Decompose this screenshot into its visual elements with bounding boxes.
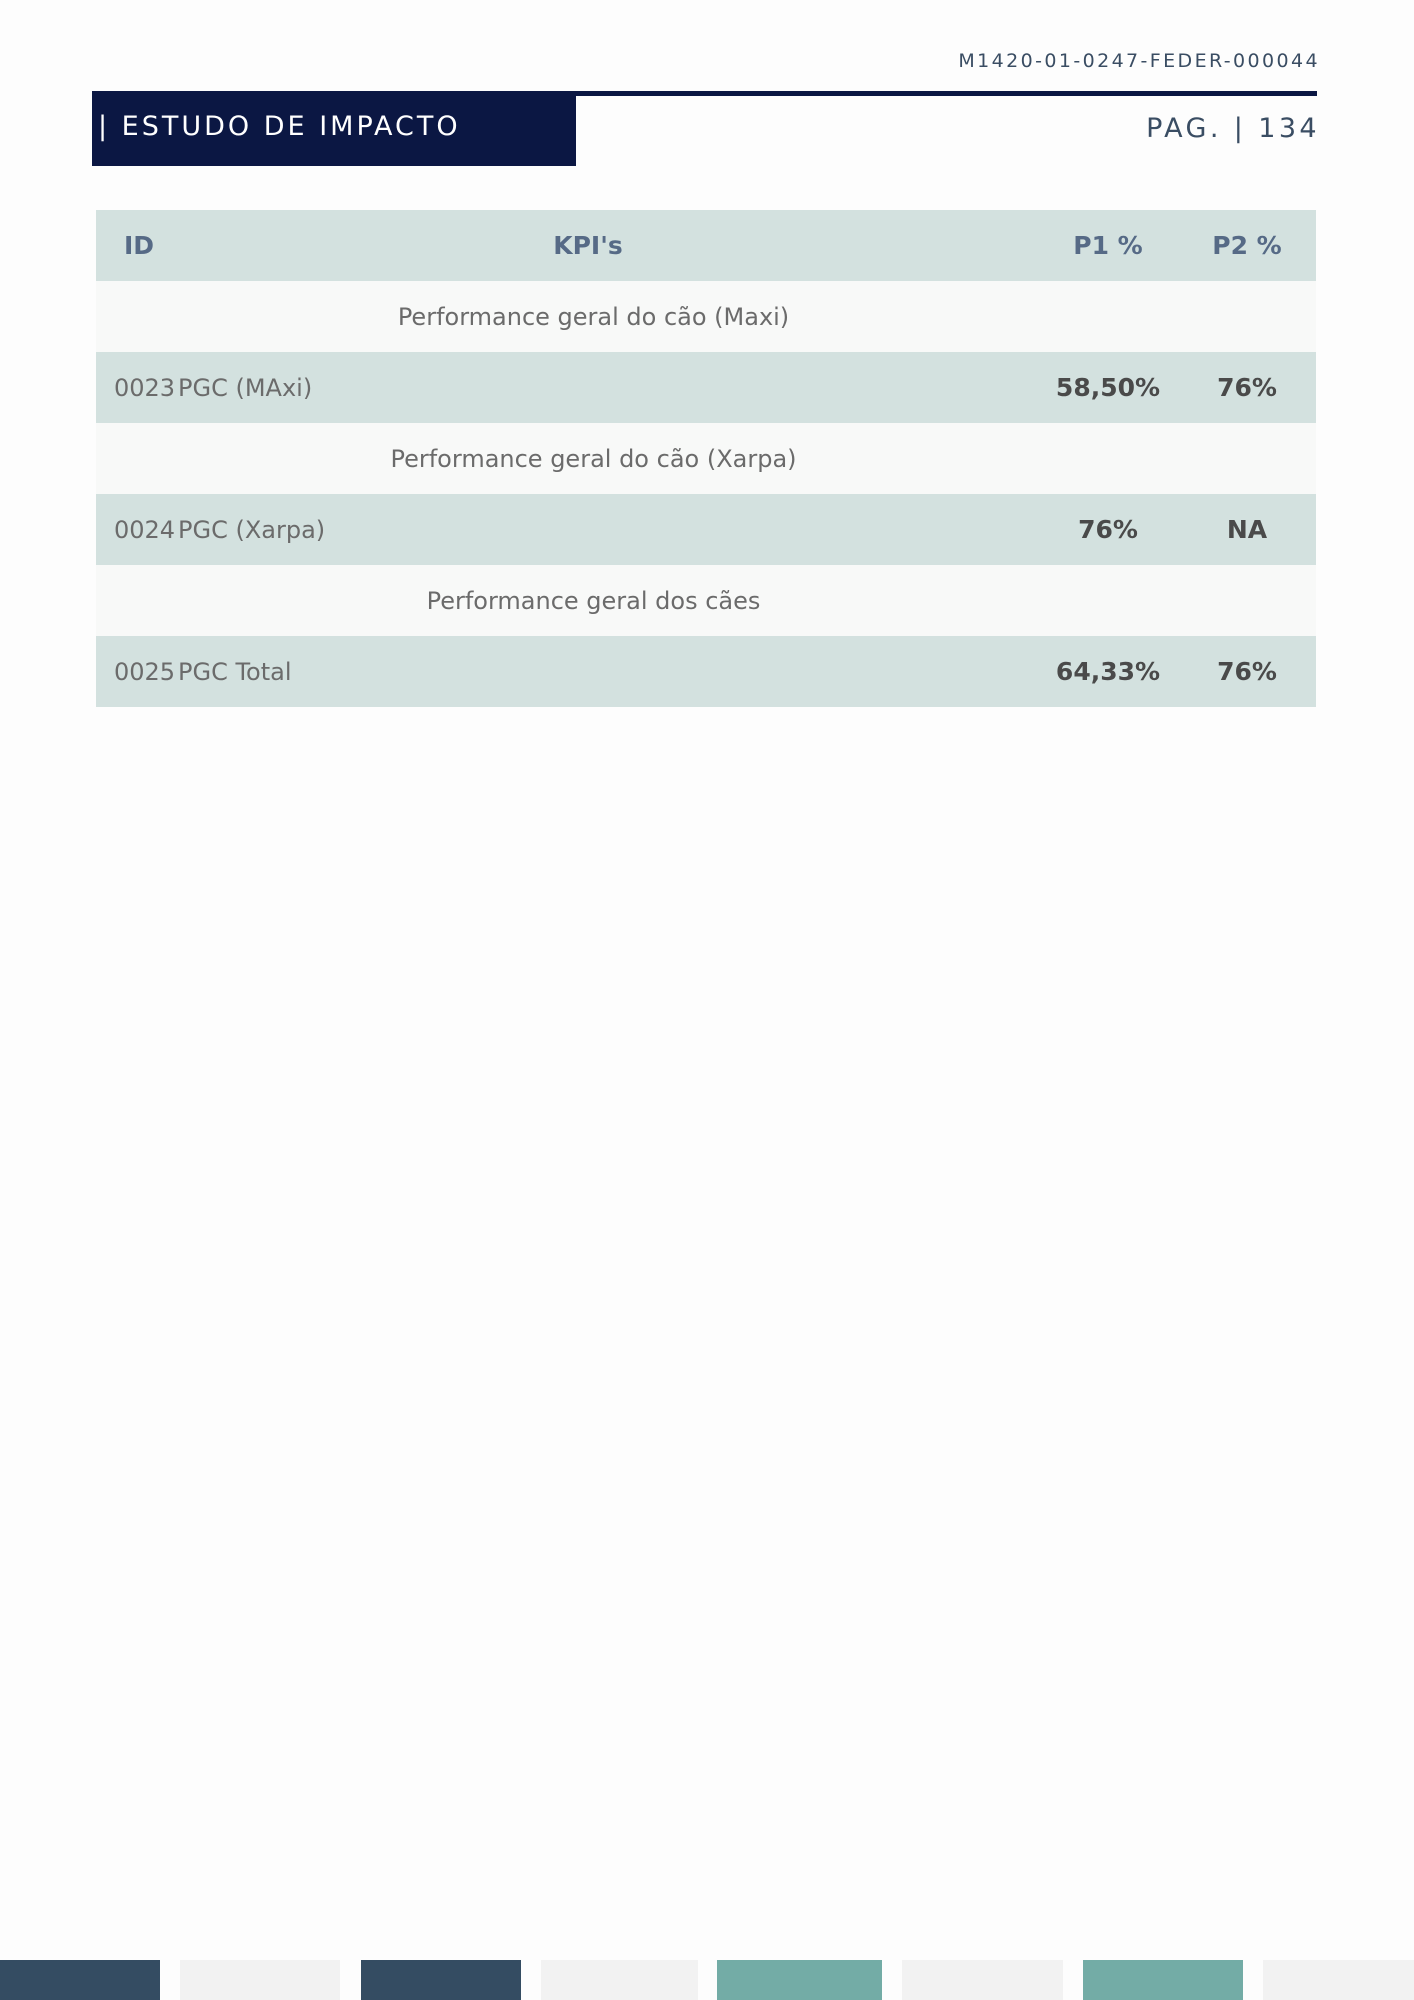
kpi-table [96, 210, 1316, 707]
section-title: Performance geral dos cães [426, 586, 761, 615]
footer-color-block [1263, 1960, 1414, 2000]
section-row [96, 423, 1316, 494]
section-title: Performance geral do cão (Maxi) [397, 302, 790, 331]
table-header-row [96, 210, 1316, 281]
table-row [96, 636, 1316, 707]
document-code: M1420-01-0247-FEDER-000044 [958, 50, 1320, 72]
row-p1: 64,33% [1055, 657, 1161, 686]
table-row [96, 352, 1316, 423]
footer-color-block [717, 1960, 882, 2000]
column-header-id: ID [124, 231, 155, 260]
row-p1: 58,50% [1055, 373, 1161, 402]
table-row [96, 494, 1316, 565]
column-header-p2: P2 % [1212, 231, 1282, 260]
section-row [96, 565, 1316, 636]
row-kpi: PGC (Xarpa) [178, 515, 326, 544]
column-header-kpi: KPI's [553, 231, 623, 260]
row-kpi: PGC (MAxi) [178, 373, 313, 402]
footer-color-block [0, 1960, 160, 2000]
row-p2: 76% [1217, 373, 1277, 402]
page-number: PAG. | 134 [1146, 113, 1320, 144]
row-p2: 76% [1217, 657, 1277, 686]
section-title: Performance geral do cão (Xarpa) [390, 444, 797, 473]
section-row [96, 281, 1316, 352]
row-kpi: PGC Total [178, 657, 292, 686]
row-id: 0025 [114, 657, 176, 686]
footer-color-block [1083, 1960, 1243, 2000]
title-block [92, 91, 576, 166]
footer-color-block [180, 1960, 340, 2000]
footer-color-block [541, 1960, 698, 2000]
row-p2: NA [1226, 515, 1268, 544]
section-title: | ESTUDO DE IMPACTO [98, 111, 461, 142]
row-p1: 76% [1078, 515, 1138, 544]
footer-color-block [361, 1960, 521, 2000]
row-id: 0024 [114, 515, 176, 544]
footer-color-block [902, 1960, 1063, 2000]
row-id: 0023 [114, 373, 176, 402]
column-header-p1: P1 % [1073, 231, 1143, 260]
